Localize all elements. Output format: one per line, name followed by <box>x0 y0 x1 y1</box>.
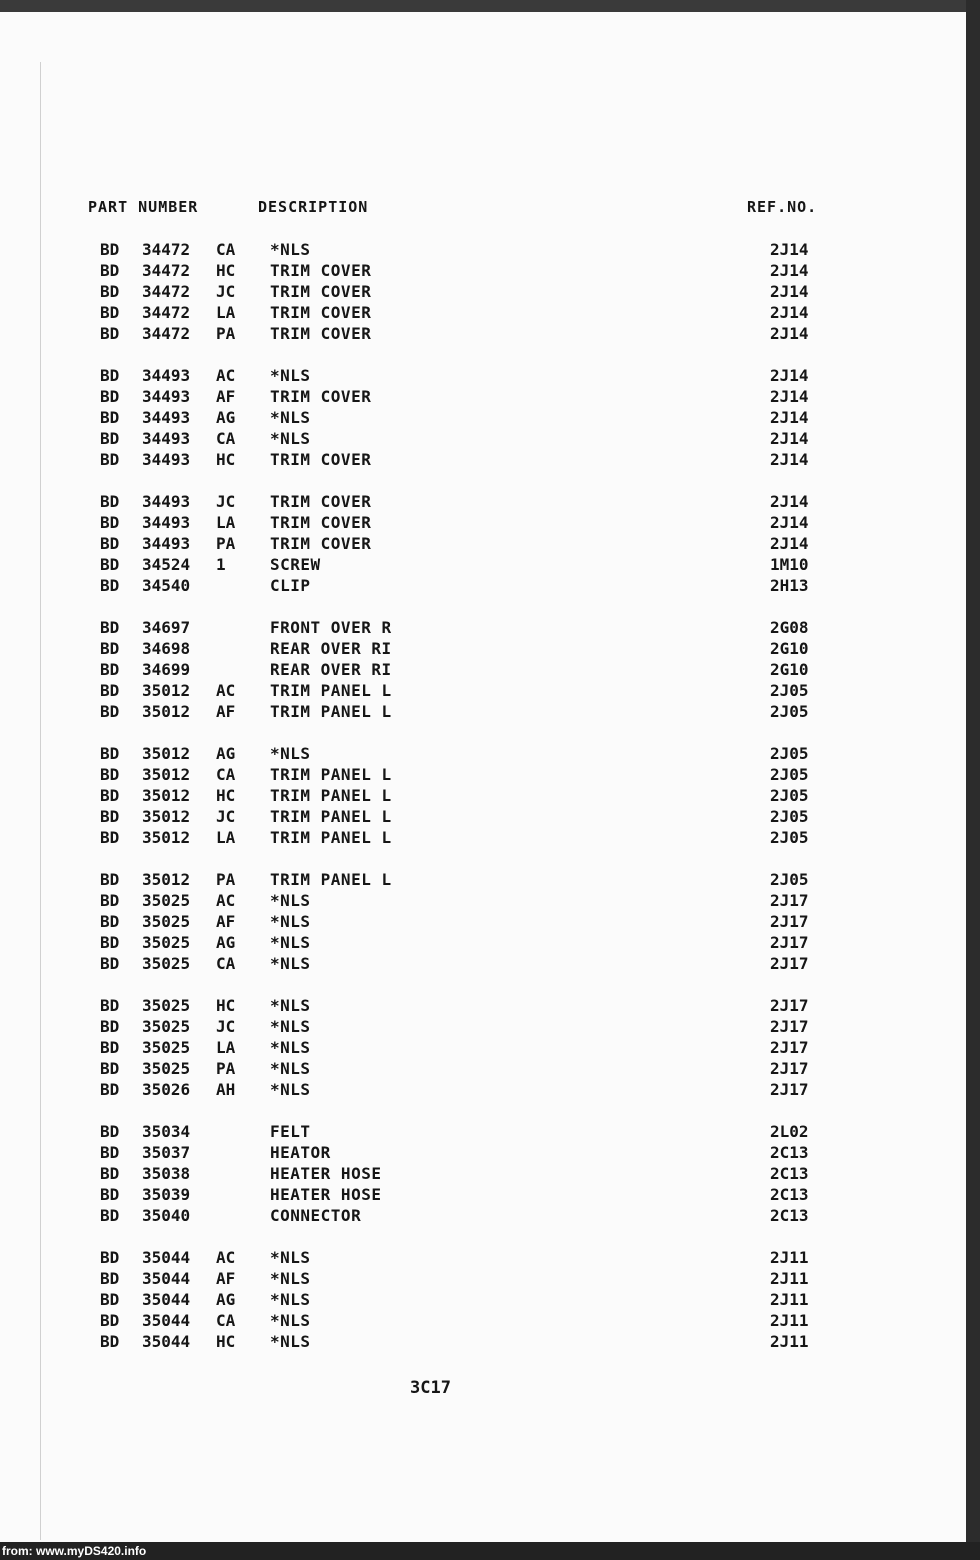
ref-number: 2J05 <box>770 765 809 784</box>
table-row <box>0 366 966 387</box>
part-description: TRIM COVER <box>270 303 372 322</box>
ref-number: 2J05 <box>770 807 809 826</box>
table-row <box>0 702 966 723</box>
part-number: 34472 <box>142 303 191 322</box>
part-description: FRONT OVER R <box>270 618 392 637</box>
ref-number: 2L02 <box>770 1122 809 1141</box>
part-description: TRIM COVER <box>270 513 372 532</box>
part-prefix: BD <box>100 765 120 784</box>
ref-number: 2J17 <box>770 1059 809 1078</box>
parts-group <box>0 1248 966 1353</box>
part-description: TRIM COVER <box>270 282 372 301</box>
part-prefix: BD <box>100 954 120 973</box>
part-description: *NLS <box>270 1248 311 1267</box>
part-description: TRIM PANEL L <box>270 807 392 826</box>
part-suffix: CA <box>216 765 236 784</box>
header-part-number: PART NUMBER <box>88 198 199 216</box>
part-suffix: JC <box>216 282 236 301</box>
ref-number: 2J17 <box>770 996 809 1015</box>
part-number: 34524 <box>142 555 191 574</box>
part-prefix: BD <box>100 912 120 931</box>
table-row <box>0 639 966 660</box>
part-description: *NLS <box>270 996 311 1015</box>
part-description: TRIM COVER <box>270 261 372 280</box>
part-prefix: BD <box>100 1017 120 1036</box>
part-prefix: BD <box>100 870 120 889</box>
part-number: 35025 <box>142 954 191 973</box>
ref-number: 2J11 <box>770 1248 809 1267</box>
table-row <box>0 807 966 828</box>
header-description: DESCRIPTION <box>258 198 369 216</box>
part-description: *NLS <box>270 1080 311 1099</box>
table-row <box>0 492 966 513</box>
part-prefix: BD <box>100 324 120 343</box>
part-number: 35012 <box>142 870 191 889</box>
part-number: 35026 <box>142 1080 191 1099</box>
part-description: *NLS <box>270 1059 311 1078</box>
table-row <box>0 1269 966 1290</box>
part-prefix: BD <box>100 639 120 658</box>
ref-number: 2C13 <box>770 1206 809 1225</box>
part-suffix: CA <box>216 429 236 448</box>
part-prefix: BD <box>100 1248 120 1267</box>
part-suffix: AF <box>216 912 236 931</box>
part-suffix: AG <box>216 744 236 763</box>
part-description: *NLS <box>270 744 311 763</box>
part-number: 34472 <box>142 282 191 301</box>
part-number: 34493 <box>142 534 191 553</box>
part-suffix: AG <box>216 933 236 952</box>
table-row <box>0 765 966 786</box>
part-number: 35025 <box>142 1017 191 1036</box>
table-row <box>0 1080 966 1101</box>
ref-number: 2J14 <box>770 303 809 322</box>
ref-number: 2J11 <box>770 1269 809 1288</box>
part-suffix: LA <box>216 513 236 532</box>
part-suffix: JC <box>216 492 236 511</box>
ref-number: 2J05 <box>770 744 809 763</box>
table-row <box>0 1059 966 1080</box>
part-number: 35044 <box>142 1248 191 1267</box>
header-ref-no: REF.NO. <box>747 198 818 216</box>
part-prefix: BD <box>100 282 120 301</box>
part-number: 35025 <box>142 1059 191 1078</box>
table-row <box>0 912 966 933</box>
part-suffix: AC <box>216 366 236 385</box>
table-row <box>0 1290 966 1311</box>
parts-group <box>0 240 966 345</box>
part-number: 34472 <box>142 261 191 280</box>
ref-number: 2J05 <box>770 870 809 889</box>
part-description: HEATOR <box>270 1143 331 1162</box>
part-suffix: AG <box>216 1290 236 1309</box>
source-footer: from: www.myDS420.info <box>2 1544 147 1558</box>
part-description: *NLS <box>270 891 311 910</box>
part-prefix: BD <box>100 240 120 259</box>
part-number: 34493 <box>142 429 191 448</box>
part-number: 34493 <box>142 408 191 427</box>
part-prefix: BD <box>100 513 120 532</box>
part-prefix: BD <box>100 1059 120 1078</box>
part-prefix: BD <box>100 387 120 406</box>
part-number: 34472 <box>142 240 191 259</box>
part-number: 35039 <box>142 1185 191 1204</box>
table-row <box>0 1143 966 1164</box>
part-prefix: BD <box>100 450 120 469</box>
part-suffix: HC <box>216 786 236 805</box>
scan-right-edge <box>966 0 980 1560</box>
ref-number: 2J17 <box>770 954 809 973</box>
part-prefix: BD <box>100 1164 120 1183</box>
part-description: TRIM COVER <box>270 324 372 343</box>
ref-number: 2J05 <box>770 702 809 721</box>
part-prefix: BD <box>100 1143 120 1162</box>
part-number: 35025 <box>142 996 191 1015</box>
part-prefix: BD <box>100 261 120 280</box>
part-suffix: AC <box>216 681 236 700</box>
ref-number: 2H13 <box>770 576 809 595</box>
table-row <box>0 576 966 597</box>
part-number: 35044 <box>142 1311 191 1330</box>
part-description: *NLS <box>270 933 311 952</box>
part-number: 35012 <box>142 765 191 784</box>
part-suffix: CA <box>216 240 236 259</box>
part-prefix: BD <box>100 1038 120 1057</box>
part-prefix: BD <box>100 1290 120 1309</box>
parts-group <box>0 996 966 1101</box>
part-suffix: PA <box>216 870 236 889</box>
table-row <box>0 891 966 912</box>
table-row <box>0 954 966 975</box>
part-suffix: 1 <box>216 555 226 574</box>
part-number: 35044 <box>142 1332 191 1351</box>
part-number: 35034 <box>142 1122 191 1141</box>
part-suffix: AF <box>216 702 236 721</box>
part-number: 34699 <box>142 660 191 679</box>
ref-number: 2C13 <box>770 1185 809 1204</box>
ref-number: 2J14 <box>770 429 809 448</box>
part-description: *NLS <box>270 1269 311 1288</box>
part-suffix: CA <box>216 954 236 973</box>
part-number: 35040 <box>142 1206 191 1225</box>
part-description: *NLS <box>270 429 311 448</box>
part-number: 35044 <box>142 1269 191 1288</box>
scan-top-edge <box>0 0 980 12</box>
part-suffix: HC <box>216 261 236 280</box>
table-row <box>0 996 966 1017</box>
ref-number: 2C13 <box>770 1143 809 1162</box>
parts-group <box>0 492 966 597</box>
ref-number: 2J17 <box>770 933 809 952</box>
part-prefix: BD <box>100 660 120 679</box>
part-number: 34493 <box>142 513 191 532</box>
part-description: *NLS <box>270 954 311 973</box>
part-description: TRIM COVER <box>270 534 372 553</box>
part-prefix: BD <box>100 408 120 427</box>
part-prefix: BD <box>100 492 120 511</box>
part-description: TRIM PANEL L <box>270 765 392 784</box>
ref-number: 2J14 <box>770 408 809 427</box>
table-row <box>0 282 966 303</box>
part-suffix: PA <box>216 1059 236 1078</box>
part-suffix: AH <box>216 1080 236 1099</box>
part-number: 34493 <box>142 492 191 511</box>
part-suffix: AC <box>216 1248 236 1267</box>
part-suffix: AC <box>216 891 236 910</box>
part-number: 35012 <box>142 702 191 721</box>
part-suffix: LA <box>216 828 236 847</box>
table-row <box>0 1164 966 1185</box>
ref-number: 2J11 <box>770 1290 809 1309</box>
table-row <box>0 324 966 345</box>
part-description: *NLS <box>270 1311 311 1330</box>
part-description: TRIM PANEL L <box>270 702 392 721</box>
part-suffix: LA <box>216 1038 236 1057</box>
part-prefix: BD <box>100 576 120 595</box>
part-prefix: BD <box>100 807 120 826</box>
table-row <box>0 681 966 702</box>
ref-number: 2J11 <box>770 1311 809 1330</box>
table-row <box>0 261 966 282</box>
table-row <box>0 870 966 891</box>
ref-number: 2J14 <box>770 324 809 343</box>
ref-number: 2J17 <box>770 912 809 931</box>
ref-number: 2J14 <box>770 534 809 553</box>
part-description: HEATER HOSE <box>270 1185 382 1204</box>
table-row <box>0 618 966 639</box>
table-row <box>0 828 966 849</box>
ref-number: 2J17 <box>770 1017 809 1036</box>
table-row <box>0 1311 966 1332</box>
part-prefix: BD <box>100 1185 120 1204</box>
table-row <box>0 513 966 534</box>
part-number: 34697 <box>142 618 191 637</box>
parts-group <box>0 618 966 723</box>
part-description: *NLS <box>270 1290 311 1309</box>
table-row <box>0 555 966 576</box>
part-description: *NLS <box>270 1017 311 1036</box>
part-number: 34493 <box>142 450 191 469</box>
ref-number: 2G10 <box>770 639 809 658</box>
table-row <box>0 933 966 954</box>
ref-number: 2J05 <box>770 786 809 805</box>
part-number: 35025 <box>142 891 191 910</box>
part-number: 34493 <box>142 387 191 406</box>
part-description: *NLS <box>270 1038 311 1057</box>
part-suffix: AF <box>216 1269 236 1288</box>
part-prefix: BD <box>100 933 120 952</box>
part-prefix: BD <box>100 1332 120 1351</box>
part-number: 35012 <box>142 786 191 805</box>
part-number: 34493 <box>142 366 191 385</box>
ref-number: 2J14 <box>770 387 809 406</box>
part-suffix: HC <box>216 996 236 1015</box>
part-suffix: JC <box>216 1017 236 1036</box>
part-suffix: AF <box>216 387 236 406</box>
ref-number: 2J05 <box>770 828 809 847</box>
part-prefix: BD <box>100 1206 120 1225</box>
part-description: *NLS <box>270 1332 311 1351</box>
part-description: *NLS <box>270 912 311 931</box>
table-row <box>0 1038 966 1059</box>
table-row <box>0 1206 966 1227</box>
part-prefix: BD <box>100 303 120 322</box>
ref-number: 2J14 <box>770 366 809 385</box>
part-description: SCREW <box>270 555 321 574</box>
table-row <box>0 1248 966 1269</box>
part-number: 34698 <box>142 639 191 658</box>
part-description: TRIM COVER <box>270 387 372 406</box>
ref-number: 2C13 <box>770 1164 809 1183</box>
part-suffix: LA <box>216 303 236 322</box>
part-description: *NLS <box>270 240 311 259</box>
scan-bottom-edge <box>0 1542 980 1560</box>
ref-number: 2J14 <box>770 513 809 532</box>
part-description: CLIP <box>270 576 311 595</box>
table-row <box>0 660 966 681</box>
part-prefix: BD <box>100 555 120 574</box>
part-suffix: PA <box>216 324 236 343</box>
part-number: 35012 <box>142 744 191 763</box>
part-prefix: BD <box>100 786 120 805</box>
part-description: REAR OVER RI <box>270 639 392 658</box>
table-row <box>0 1185 966 1206</box>
ref-number: 2J17 <box>770 1038 809 1057</box>
part-number: 34540 <box>142 576 191 595</box>
table-row <box>0 303 966 324</box>
parts-group <box>0 1122 966 1227</box>
table-row <box>0 240 966 261</box>
ref-number: 2J11 <box>770 1332 809 1351</box>
part-prefix: BD <box>100 891 120 910</box>
part-number: 35012 <box>142 828 191 847</box>
part-number: 35012 <box>142 807 191 826</box>
part-number: 35025 <box>142 933 191 952</box>
part-suffix: CA <box>216 1311 236 1330</box>
part-prefix: BD <box>100 1269 120 1288</box>
part-description: *NLS <box>270 408 311 427</box>
part-prefix: BD <box>100 681 120 700</box>
part-prefix: BD <box>100 366 120 385</box>
parts-group <box>0 366 966 471</box>
part-description: REAR OVER RI <box>270 660 392 679</box>
ref-number: 2J14 <box>770 240 809 259</box>
table-row <box>0 387 966 408</box>
part-suffix: HC <box>216 450 236 469</box>
part-description: TRIM PANEL L <box>270 681 392 700</box>
parts-group <box>0 744 966 849</box>
part-number: 35038 <box>142 1164 191 1183</box>
table-row <box>0 1017 966 1038</box>
part-description: TRIM PANEL L <box>270 786 392 805</box>
part-description: TRIM PANEL L <box>270 828 392 847</box>
part-number: 35025 <box>142 1038 191 1057</box>
ref-number: 2G08 <box>770 618 809 637</box>
part-description: *NLS <box>270 366 311 385</box>
part-prefix: BD <box>100 1122 120 1141</box>
part-prefix: BD <box>100 996 120 1015</box>
part-suffix: JC <box>216 807 236 826</box>
part-prefix: BD <box>100 828 120 847</box>
part-description: FELT <box>270 1122 311 1141</box>
part-suffix: AG <box>216 408 236 427</box>
part-prefix: BD <box>100 429 120 448</box>
ref-number: 2J14 <box>770 492 809 511</box>
part-prefix: BD <box>100 702 120 721</box>
table-row <box>0 408 966 429</box>
part-prefix: BD <box>100 1311 120 1330</box>
part-prefix: BD <box>100 744 120 763</box>
part-prefix: BD <box>100 618 120 637</box>
ref-number: 2J05 <box>770 681 809 700</box>
ref-number: 1M10 <box>770 555 809 574</box>
part-description: CONNECTOR <box>270 1206 362 1225</box>
part-number: 35037 <box>142 1143 191 1162</box>
table-row <box>0 1332 966 1353</box>
part-description: TRIM COVER <box>270 492 372 511</box>
ref-number: 2J17 <box>770 1080 809 1099</box>
table-row <box>0 429 966 450</box>
part-suffix: HC <box>216 1332 236 1351</box>
table-row <box>0 534 966 555</box>
part-number: 35012 <box>142 681 191 700</box>
table-row <box>0 786 966 807</box>
part-prefix: BD <box>100 534 120 553</box>
part-number: 35025 <box>142 912 191 931</box>
ref-number: 2J14 <box>770 261 809 280</box>
parts-list <box>0 240 966 1374</box>
table-row <box>0 1122 966 1143</box>
part-prefix: BD <box>100 1080 120 1099</box>
part-description: TRIM PANEL L <box>270 870 392 889</box>
ref-number: 2J14 <box>770 282 809 301</box>
ref-number: 2G10 <box>770 660 809 679</box>
part-description: HEATER HOSE <box>270 1164 382 1183</box>
page-number: 3C17 <box>410 1378 451 1398</box>
part-suffix: PA <box>216 534 236 553</box>
table-row <box>0 450 966 471</box>
parts-group <box>0 870 966 975</box>
table-row <box>0 744 966 765</box>
part-description: TRIM COVER <box>270 450 372 469</box>
ref-number: 2J17 <box>770 891 809 910</box>
part-number: 34472 <box>142 324 191 343</box>
part-number: 35044 <box>142 1290 191 1309</box>
ref-number: 2J14 <box>770 450 809 469</box>
